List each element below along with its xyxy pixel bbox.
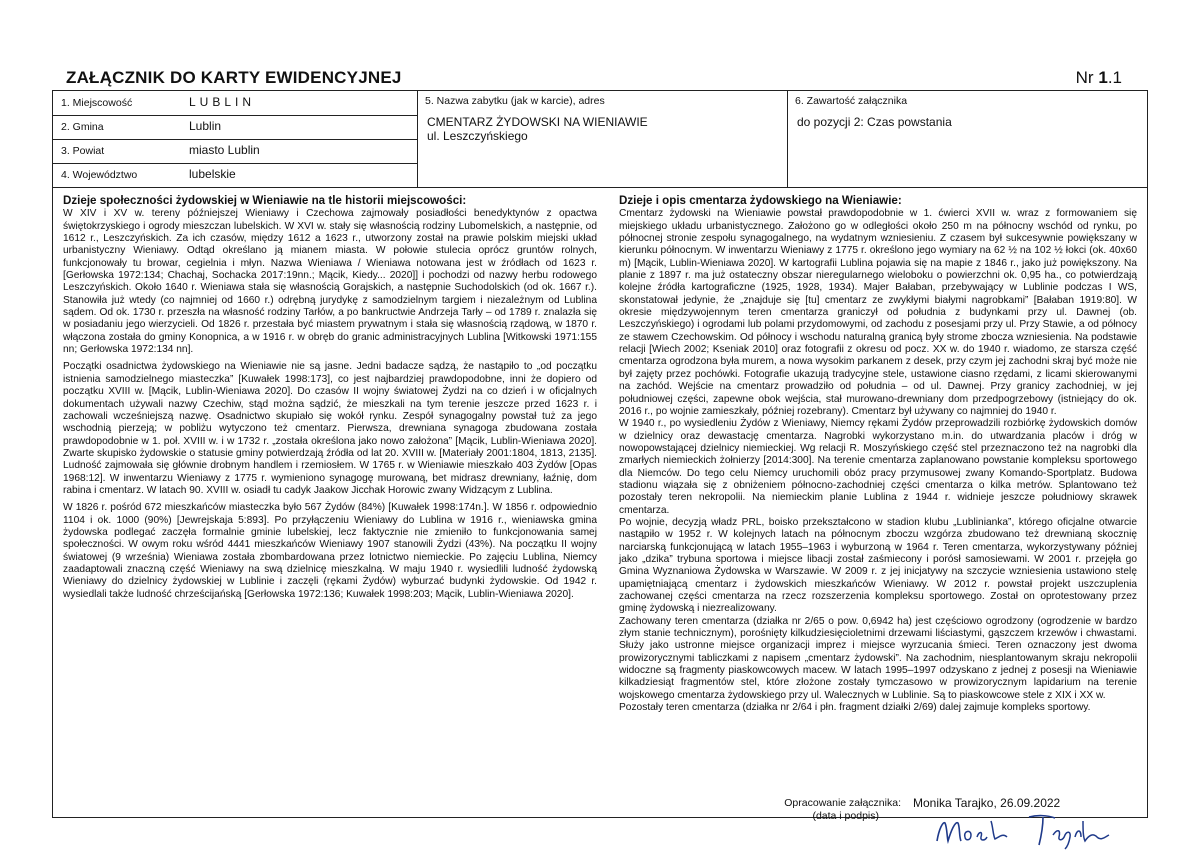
field-nazwa-zabytku <box>417 91 788 187</box>
prepared-value: Monika Tarajko, 26.09.2022 <box>913 796 1061 810</box>
attachment-content: do pozycji 2: Czas powstania <box>797 115 952 129</box>
paragraph: W 1940 r., po wysiedleniu Żydów z Wieniawy, Niemcy rękami Żydów przeprowadzili rozbiórkę żydowskich domów w dzielnicy oraz dewastację cmentarza. Nagrobki wykorzystano m.in. do utwardzania placów i dróg w nowopowstającej dzielnicy niemieckiej. Wg relacji R. Moszyńskiego część stel przeznaczono też na nagrobki dla zmarłych niemieckich żołnierzy [2014:300]. Na terenie cmentarza zaplanowano powstanie kompleksu sportowego dla Niemców. Do tego celu Niemcy uruchomili obóz pracy przymusowej zwany Komando-Sportplatz. Budowa stadionu wiązała się z obniżeniem północno-zachodniej części cmentarza o kilka metrów. Splantowano też pozostały teren nekropolii. Na niemieckim planie Lublina z 1944 r. widnieje jeszcze południowy skrawek cmentarza. <box>619 418 1137 516</box>
field-value: Lublin <box>189 119 222 133</box>
nr-label: Nr <box>1075 68 1094 87</box>
monument-address: ul. Leszczyńskiego <box>427 129 528 143</box>
nr-value: 1 <box>1098 68 1108 87</box>
field-label: 2. Gmina <box>61 121 104 133</box>
field-zawartosc <box>787 91 1147 187</box>
left-column <box>63 195 597 606</box>
field-label: 1. Miejscowość <box>61 97 133 109</box>
document-title: ZAŁĄCZNIK DO KARTY EWIDENCYJNEJ <box>66 68 402 87</box>
field-label: 3. Powiat <box>61 145 105 157</box>
document-number <box>1076 68 1122 88</box>
prepared-label: Opracowanie załącznika: <box>784 797 901 809</box>
date-sign-label: (data i podpis) <box>812 810 879 822</box>
paragraph: Po wojnie, decyzją władz PRL, boisko przekształcono w stadion klubu „Lublinianka”, którego oficjalne otwarcie nastąpiło w 1952 r. W kolejnych latach na północnym zboczu wzgórza zbudowano też drewnianą skocznię narciarską funkcjonującą w latach 1955–1963 i wyburzoną w 1964 r. Teren cmentarza, wykorzystywany później jako „dzika” trybuna sportowa i miejsce libacji został zaśmiecony i porósł samosiewami. W 2001 r. przejęła go Gmina Wyznaniowa Żydowska w Warszawie. W 2009 r. z jej inicjatywy na szczycie wzniesienia ustawiono stelę upamiętniającą cmentarz i żydowskich mieszkańców Wieniawy. W 2012 r. powstał projekt uszczuplenia zachowanej części cmentarza na rzecz rozszerzenia kompleksu sportowego. Został on oprotestowany przez gminę żydowską i niezrealizowany. <box>619 516 1137 615</box>
field-label: 5. Nazwa zabytku (jak w karcie), adres <box>425 95 605 107</box>
paragraph: Zachowany teren cmentarza (działka nr 2/65 o pow. 0,6942 ha) jest częściowo ogrodzony (ogrodzenie w bardzo złym stanie technicznym), porośnięty kilkudziesięcioletnimi drzewami liściastymi, gąszczem krzewów i chwastami. Służy jako ustronne miejsce organizacji imprez i miejsce wyrzucania śmieci. Teren oznaczony jest dwoma prowizorycznymi tabliczkami z napisem „cmentarz żydowski”. Na zachodnim, niesplantowanym skraju nekropolii widoczne są fragmenty piaskowcowych macew. W latach 1995–1997 odzyskano z jednej z posesji na Wieniawie kilkadziesiąt fragmentów stel, które złożone zostały tymczasowo w prowizorycznym lapidarium na terenie wojskowego cmentarza żydowskiego przy ul. Walecznych w Lublinie. Są to piaskowcowe stele z XIX i XX w. <box>619 615 1137 701</box>
document-frame <box>52 90 1148 822</box>
field-powiat <box>53 139 417 164</box>
right-heading: Dzieje i opis cmentarza żydowskiego na Wieniawie: <box>619 194 902 207</box>
left-heading: Dzieje społeczności żydowskiej w Wieniawie na tle historii miejscowości: <box>63 194 467 207</box>
field-gmina <box>53 115 417 140</box>
paragraph: Pozostały teren cmentarza (działka nr 2/64 i płn. fragment działki 2/69) dalej zajmuje kompleks sportowy. <box>619 702 1091 714</box>
field-value: LUBLIN <box>189 95 256 109</box>
field-miejscowosc <box>53 91 417 116</box>
field-value: miasto Lublin <box>189 143 260 157</box>
handwritten-signature <box>933 807 1123 851</box>
paragraph: W XIV i XV w. tereny późniejszej Wieniawy i Czechowa zajmowały posiadłości benedyktynów z opactwa świętokrzyskiego i ogrody mieszczan lubelskich. W XVI w. stały się własnością rodziny Lubomelskich, a następnie, od 1612 r., Leszczyńskich. Za ich czasów, między 1612 a 1623 r., utworzony został na prawie polskim miejski układ urbanistyczny Wieniawy. Odtąd określano ją mianem miasta. W połowie stulecia oprócz gruntów rolnych, funkcjonowały tu browar, cegielnia i młyn. Nazwa Wieniawa / Wieniawa notowana jest w źródłach od 1623 r. [Gerłowska 1972:134; Chachaj, Sochacka 2017:19nn.; Mącik, Kiedy... 2020]] i pochodzi od nazwy herbu rodowego Leszczyńskich. Około 1640 r. Wieniawa stała się własnością Gorajskich, a następnie Suchodolskich (od ok. 1667 r.). Stanowiła już wtedy (co najmniej od 1660 r.) odrębną jurydykę z samodzielnym targiem i niezależnym od Lublina sądem. Od ok. 1730 r. przeszła na własność rodziny Tarłów, a po bankructwie Andrzeja Tarły – od 1789 r. znalazła się w posiadaniu jego wierzycieli. Od 1826 r. przestała być miastem prywatnym i stała się własnością rządową, w 1870 r. włączona została do gminy Konopnica, a w 1916 r. w obręb do granic administracyjnych Lublina [Witkowski 1971:155 nn; Gerłowska 1972:134 nn]. <box>63 208 597 356</box>
header-table <box>53 91 1147 188</box>
location-fields <box>53 91 418 187</box>
right-column <box>619 195 1137 719</box>
field-wojewodztwo <box>53 163 417 187</box>
monument-name: CMENTARZ ŻYDOWSKI NA WIENIAWIE <box>427 115 648 129</box>
nr-suffix: .1 <box>1107 68 1122 87</box>
field-label: 6. Zawartość załącznika <box>795 95 908 107</box>
paragraph: Cmentarz żydowski na Wieniawie powstał prawdopodobnie w 1. ćwierci XVII w. wraz z formowaniem się miejskiego układu urbanistycznego. Założono go w odległości około 250 m na północny wschód od rynku, po północnej stronie zespołu synagogalnego, na wydatnym wzniesieniu. Z czasem był sukcesywnie powiększany w kierunku północnym. W inwentarzu Wieniawy z 1775 r. określono jego wymiary na 62 ½ na 102 ½ łokci (ok. 40x60 m) [Mącik, Lublin-Wieniawa 2020]. W kartografii Lublina pojawia się na mapie z 1846 r., jako już powiększony. Na planie z 1897 r. ma już ostateczny obszar nieregularnego wieloboku o powierzchni ok. 0,95 ha., co potwierdzają kolejne źródła kartograficzne (1925, 1928, 1934). Majer Bałaban, przebywający w Lublinie podczas I WS, skonstatował jedynie, że „znajduje się [tu] cmentarz ze zwykłymi białymi nagrobkami” [Bałaban 1919:80]. W okresie międzywojennym teren cmentarza graniczył od południa z budynkami przy ul. Dawnej (ob. Leszczyńskiego) i ogrodami lub polami przydomowymi, od zachodu z posesjami przy ul. Przy Stawie, a od północy ze stawem Czechowskim. Od północy i wschodu naturalną granicą były strome zbocza wzniesienia. Na podstawie relacji [Wiech 2002; Kseniak 2010] oraz fotografii z okresu od pocz. XX w. do 1940 r. wiadomo, ze starsza część cmentarza ogrodzona była murem, a nowa wysokim parkanem z desek, przy czym jej zachodni skraj być może nie był zajęty przez pochówki. Fotografie ukazują tradycyjne stele, ustawione ciasno rzędami, z licami skierowanymi na zachód. Wejście na cmentarz prowadziło od południa – od ul. Dawnej. Przy granicy zachodniej, w jej południowej części, zapewne obok wejścia, stał murowano-drewniany dom przedpogrzebowy (istniejący do ok. 2016 r., po wojnie zamieszkały, później rozebrany). Cmentarz był używany co najmniej do 1940 r. <box>619 208 1137 417</box>
paragraph: Początki osadnictwa żydowskiego na Wieniawie nie są jasne. Jedni badacze sądzą, że nastąpiło to „od początku istnienia samodzielnego miasteczka” [Kuwałek 1998:173], co jest najbardziej prawdopodobne, inni że dopiero od początku XVIII w. [Mącik, Lublin-Wieniawa 2020]. Do czasów II wojny światowej Żydzi na co dzień i w oficjalnych dokumentach używali nazwy Czechiw, stąd można sądzić, że mieszkali na tym terenie jeszcze przed 1623 r. i zachowali wcześniejszą nazwę. Osadnictwo skupiało się wokół rynku. Zespół synagogalny powstał tuż za jego wschodnią pierzeją; w pobliżu wytyczono też cmentarz. Pierwsza, drewniana synagoga zbudowana została prawdopodobnie w 1. poł. XVIII w. i w 1732 r. „została określona jako nowo założona” [Mącik, Lublin-Wieniawa 2020]. Zwarte skupisko żydowskie o statusie gminy potwierdzają źródła od lat 20. XVIII w. [Materiały 2001:1804, 1813, 2135]. Ludność zajmowała się głównie drobnym handlem i rzemiosłem. W 1765 r. w Wieniawie mieszkało 403 Żydów [Opas 1968:12]. W inwentarzu Wieniawy z 1775 r. wymieniono synagogę murowaną, bet midrasz drewniany, łaźnię, dom rabina i cmentarz. W latach 90. XVIII w. osiadł tu cadyk Jaakow Jicchak Horowic zwany Widzącym z Lublina. <box>63 361 597 496</box>
field-label: 4. Województwo <box>61 169 138 181</box>
field-value: lubelskie <box>189 167 236 181</box>
paragraph: W 1826 r. pośród 672 mieszkańców miasteczka było 567 Żydów (84%) [Kuwałek 1998:174n.]. W 1856 r. odpowiednio 1104 i ok. 1000 (90%) [Jewrejskaja 5:893]. Po przyłączeniu Wieniawy do Lublina w 1916 r., wieniawska gmina żydowska podlegać zaczęła formalnie gminie lubelskiej, lecz faktycznie nie zmieniło to funkcjonowania samej społeczności. W owym roku wśród 4441 mieszkańców Wieniawy 1907 stanowili Żydzi (43%). Na początku II wojny światowej (9 września) Wieniawa została zbombardowana przez lotnictwo niemieckie. Po zajęciu Lublina, Niemcy zaadaptowali znaczną część Wieniawy na swą dzielnicę mieszkalną. W maju 1940 r. wysiedlili ludność żydowską Wieniawy do dzielnicy żydowskiej w Lublinie i zaczęli (rękami Żydów) wyburzać budynki żydowskie. Od 1942 r. wysiedlali także ludność chrześcijańską [Gerłowska 1972:136; Kuwałek 1998:203; Mącik, Lublin-Wieniawa 2020]. <box>63 502 597 600</box>
attachment-page <box>52 60 1148 822</box>
